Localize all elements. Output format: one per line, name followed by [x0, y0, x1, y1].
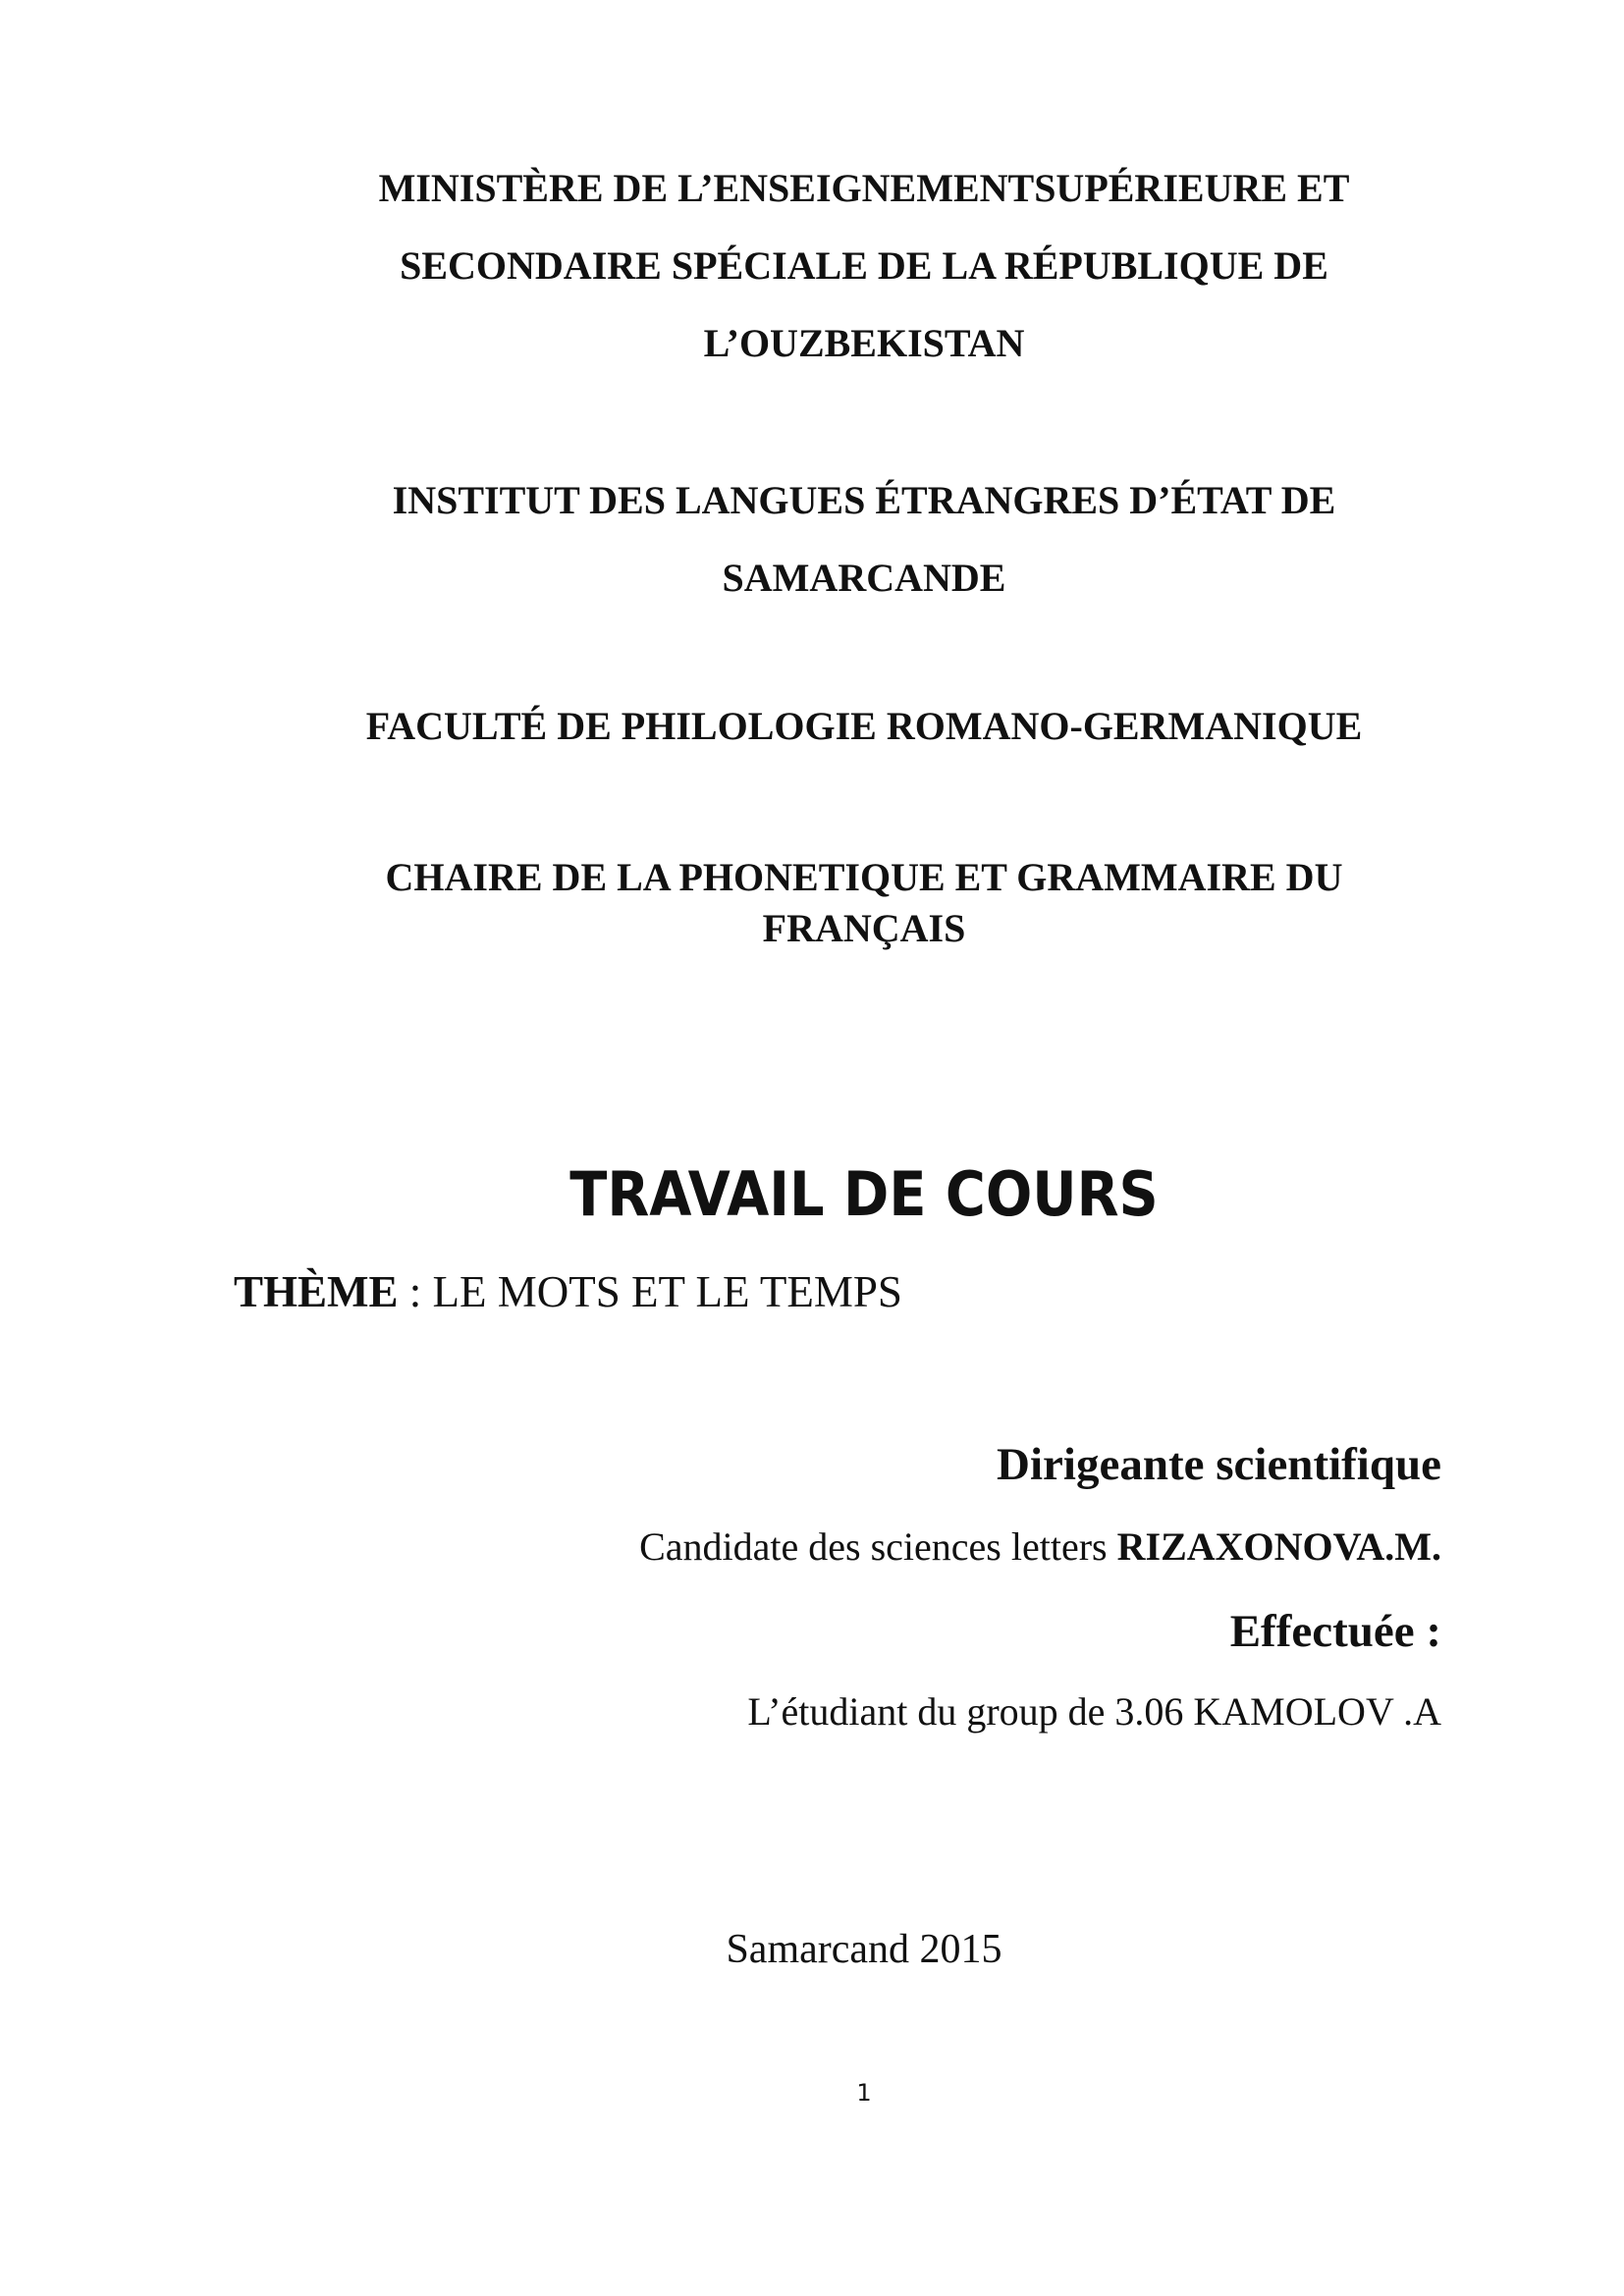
page-number: 1: [856, 2079, 872, 2107]
chair-line-1: CHAIRE DE LA PHONETIQUE ET GRAMMAIRE DU: [385, 855, 1343, 899]
supervisor-heading: Dirigeante scientifique: [997, 1439, 1441, 1490]
ministry-line-1: MINISTÈRE DE L’ENSEIGNEMENTSUPÉRIEURE ET: [378, 166, 1350, 210]
ministry-heading: [304, 149, 1424, 382]
theme-value: LE MOTS ET LE TEMPS: [432, 1267, 902, 1316]
faculty-heading: [304, 687, 1424, 765]
ministry-line-3: L’OUZBEKISTAN: [703, 321, 1025, 365]
document-title: TRAVAIL DE COURS: [569, 1158, 1159, 1230]
chair-heading: [304, 852, 1424, 954]
institute-heading: [304, 461, 1424, 616]
performer-heading: Effectuée :: [1229, 1606, 1441, 1657]
place-year: Samarcand 2015: [726, 1927, 1002, 1972]
faculty-line: FACULTÉ DE PHILOLOGIE ROMANO-GERMANIQUE: [365, 704, 1363, 748]
theme-line: [234, 1266, 902, 1317]
supervisor-description: Candidate des sciences letters: [639, 1524, 1117, 1569]
chair-line-2: FRANÇAIS: [762, 906, 966, 950]
institute-line-2: SAMARCANDE: [722, 556, 1006, 600]
theme-separator: :: [398, 1267, 433, 1316]
theme-label: THÈME: [234, 1267, 399, 1316]
performer-line: L’étudiant du group de 3.06 KAMOLOV .A: [747, 1689, 1441, 1734]
supervisor-name: RIZAXONOVA.M.: [1116, 1524, 1441, 1569]
supervisor-line: [639, 1523, 1441, 1570]
ministry-line-2: SECONDAIRE SPÉCIALE DE LA RÉPUBLIQUE DE: [400, 243, 1328, 288]
institute-line-1: INSTITUT DES LANGUES ÉTRANGRES D’ÉTAT DE: [392, 478, 1336, 522]
